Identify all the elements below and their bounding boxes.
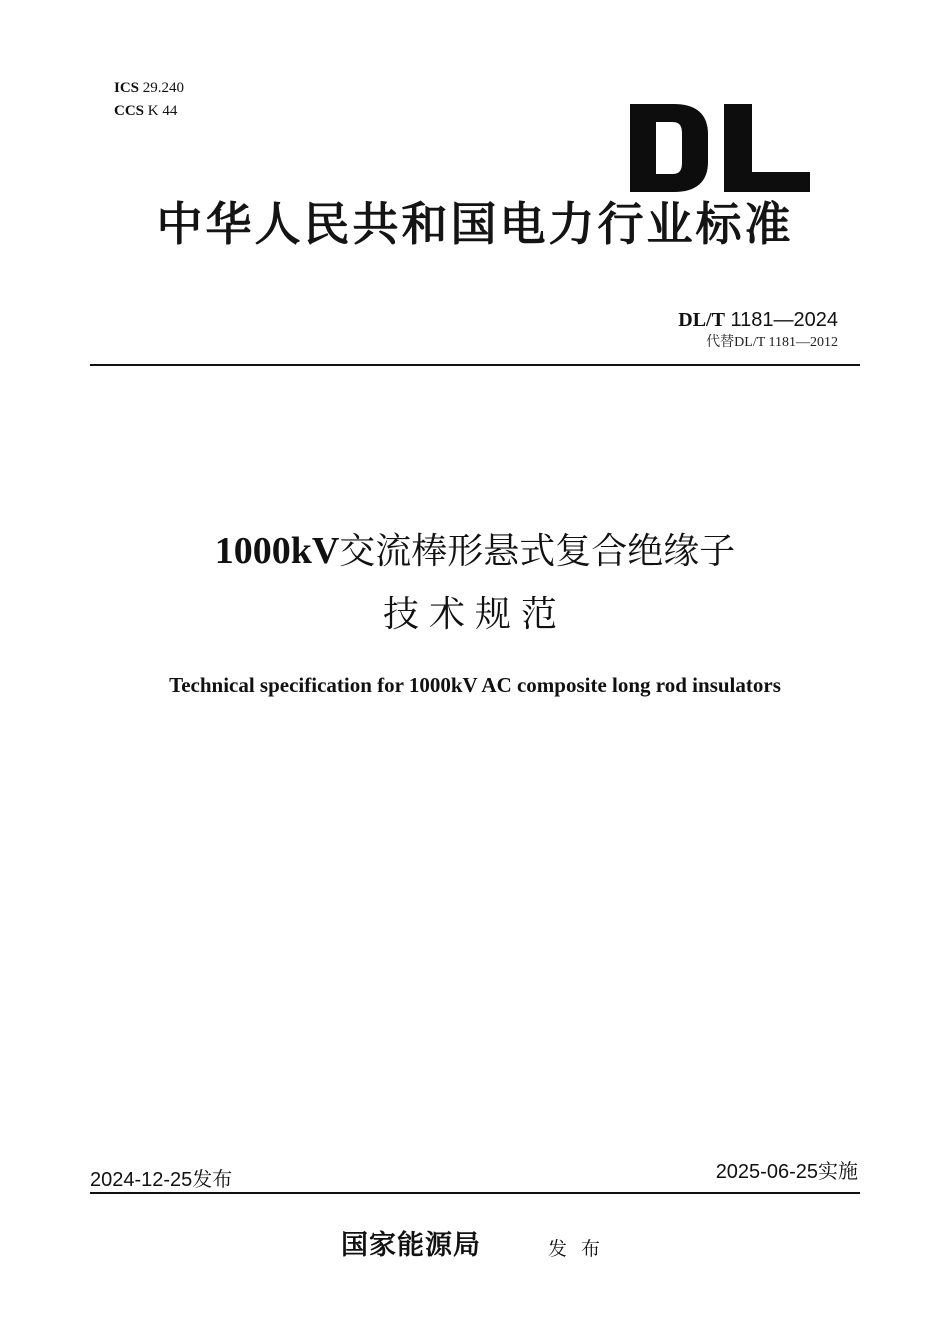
title-english: Technical specification for 1000kV AC composite long rod insulators xyxy=(169,673,781,697)
effective-date: 2025-06-25实施 xyxy=(715,1161,858,1183)
authority-title: 中华人民共和国电力行业标准 xyxy=(156,197,794,251)
ics-value: 29.240 xyxy=(142,80,185,96)
standard-number xyxy=(678,308,838,332)
standard-prefix: DL/T xyxy=(678,309,725,331)
issue-date: 2024-12-25发布 xyxy=(90,1169,233,1191)
replaces-standard: 代替DL/T 1181—2012 xyxy=(706,335,838,350)
publish-verb: 发布 xyxy=(548,1238,615,1260)
title-line-2: 技术规范 xyxy=(382,594,567,635)
title-subject: 交流棒形悬式复合绝缘子 xyxy=(339,531,736,572)
ics-label: ICS xyxy=(114,80,140,96)
title-line-1 xyxy=(90,528,860,575)
dl-logo xyxy=(628,104,812,192)
ccs-value: K 44 xyxy=(147,103,178,119)
bottom-divider xyxy=(90,1192,860,1194)
ics-code xyxy=(114,79,184,97)
ccs-code xyxy=(114,102,177,120)
ccs-label: CCS xyxy=(114,103,145,119)
top-divider xyxy=(90,364,860,366)
title-voltage: 1000kV xyxy=(214,530,340,572)
standard-code: 1181—2024 xyxy=(730,309,838,331)
publisher-name: 国家能源局 xyxy=(341,1230,481,1261)
